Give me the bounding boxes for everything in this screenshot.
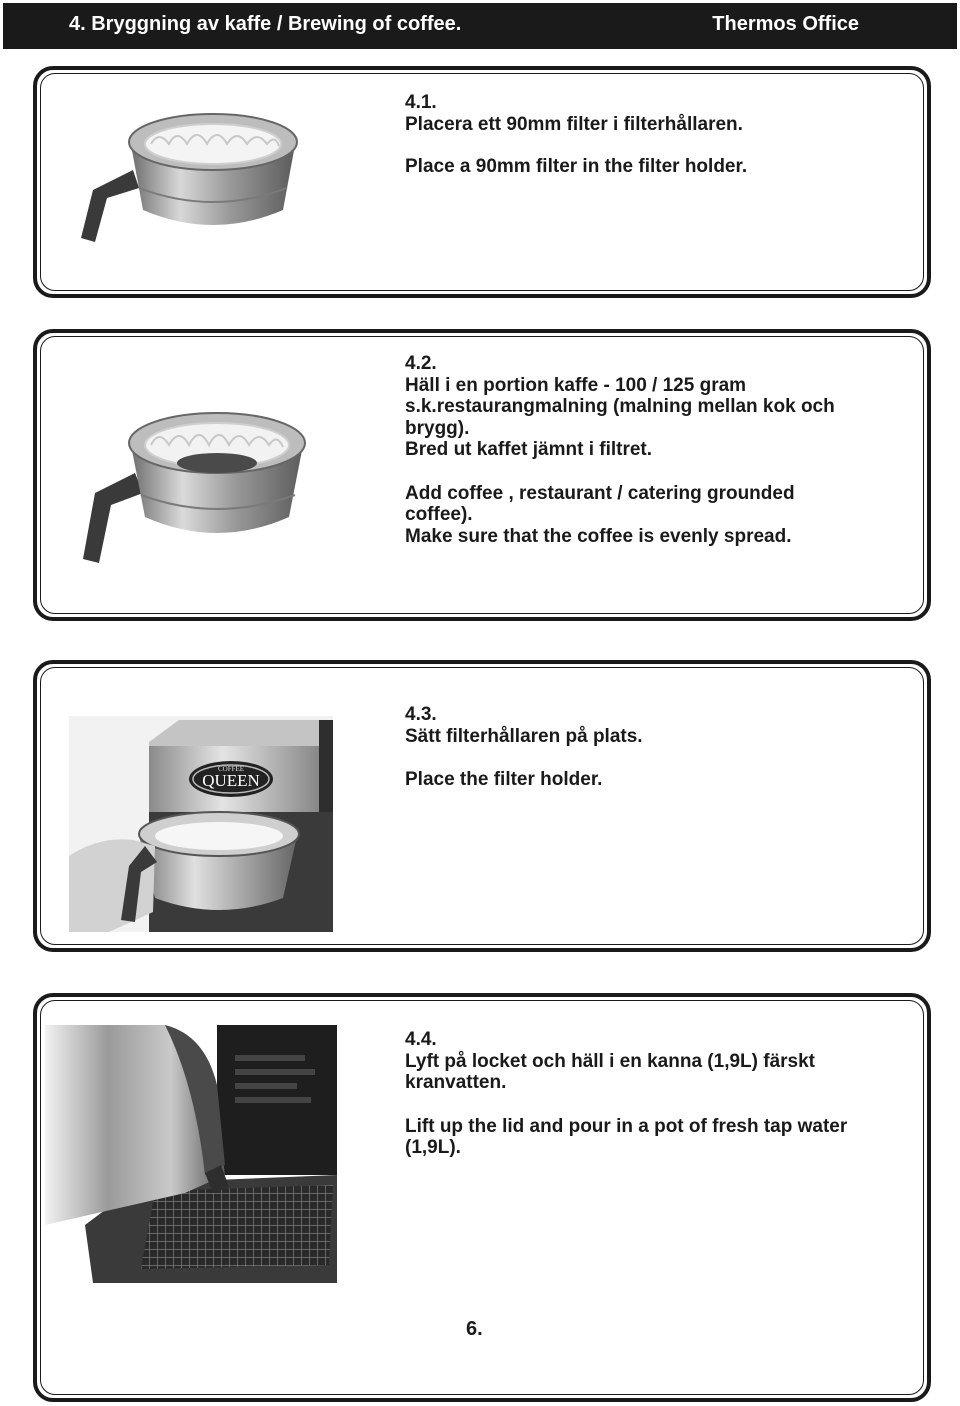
machine-brand: QUEEN <box>202 771 260 790</box>
page-title: 4. Bryggning av kaffe / Brewing of coffee. <box>69 13 462 35</box>
step-text-english: Place the filter holder. <box>405 769 603 790</box>
step-text-swedish: Häll i en portion kaffe - 100 / 125 gram s.k.restaurangmalning (malning mellan kok och brygg). Bred ut kaffet jämnt i filtret. <box>405 374 835 460</box>
step-panel-4-2 <box>33 329 931 621</box>
step-number: 4.4. <box>405 1029 437 1050</box>
page-number: 6. <box>466 1318 483 1340</box>
page-header <box>3 3 957 49</box>
step-text-english: Add coffee , restaurant / catering grounded coffee). Make sure that the coffee is evenly spread. <box>405 482 795 547</box>
filter-holder-image <box>73 100 303 250</box>
step-text-swedish: Placera ett 90mm filter i filterhållaren. <box>405 113 743 135</box>
step-text-4-4 <box>405 1029 915 1159</box>
step-text-4-3 <box>405 704 915 791</box>
step-number: 4.3. <box>405 704 437 725</box>
step-panel-4-3 <box>33 660 931 952</box>
step-text-english: Place a 90mm filter in the filter holder. <box>405 156 748 177</box>
machine-brand-small: COFFEE <box>217 765 245 773</box>
step-panel-4-1 <box>33 66 931 298</box>
filter-holder-coffee-image <box>77 397 307 567</box>
step-text-swedish: Sätt filterhållaren på plats. <box>405 725 643 747</box>
brand-name: Thermos Office <box>712 13 859 35</box>
step-number: 4.1. <box>405 92 437 113</box>
step-text-swedish: Lyft på locket och häll i en kanna (1,9L) färskt kranvatten. <box>405 1050 816 1093</box>
step-number: 4.2. <box>405 353 437 374</box>
step-text-english: Lift up the lid and pour in a pot of fresh tap water (1,9L). <box>405 1115 848 1158</box>
step-text-4-2 <box>405 353 915 547</box>
step-text-4-1 <box>405 92 915 178</box>
coffee-machine-image <box>69 716 333 932</box>
pouring-water-image <box>45 1025 337 1283</box>
